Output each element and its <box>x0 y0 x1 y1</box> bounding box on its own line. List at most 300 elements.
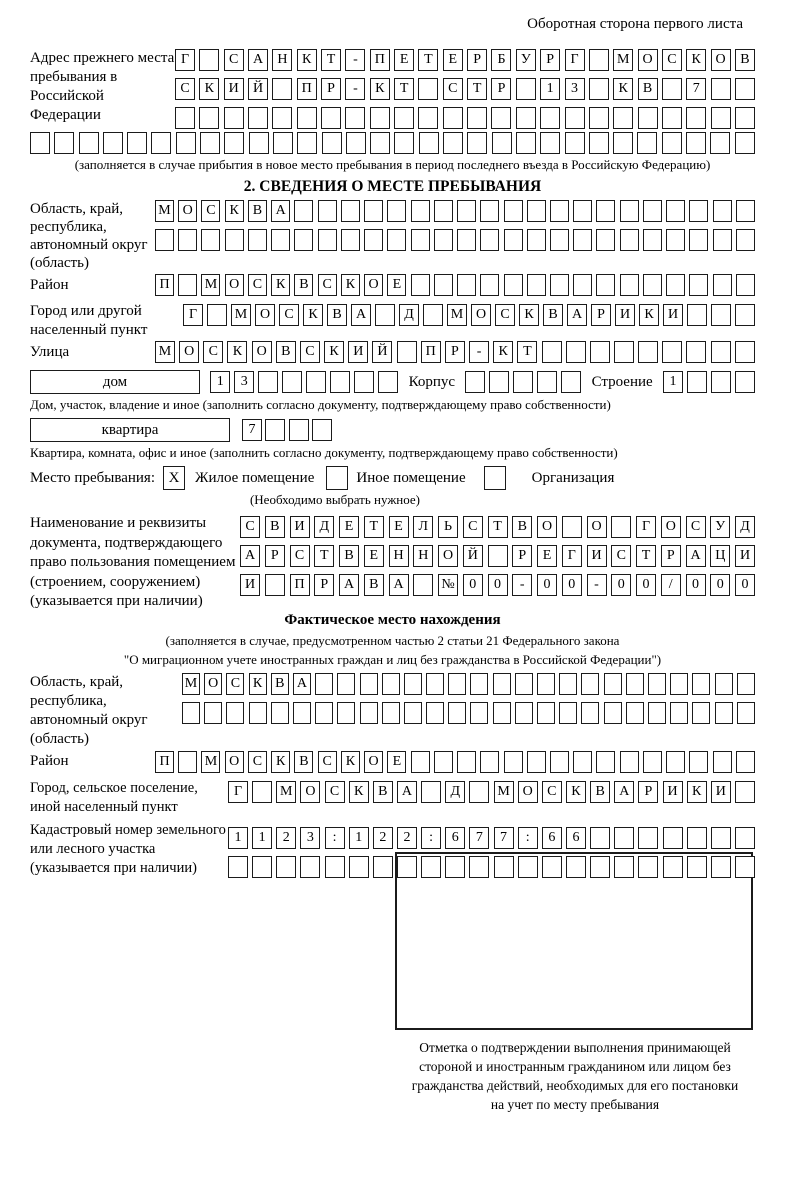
stay-type-checkbox-other-premises[interactable] <box>326 466 348 490</box>
char-cell[interactable] <box>711 827 731 849</box>
char-cell[interactable] <box>689 751 708 773</box>
char-cell[interactable]: Р <box>467 49 487 71</box>
char-cell[interactable] <box>527 229 546 251</box>
char-cell[interactable]: К <box>370 78 390 100</box>
char-cell[interactable]: М <box>276 781 296 803</box>
char-cell[interactable]: 6 <box>566 827 586 849</box>
char-cell[interactable] <box>589 78 609 100</box>
char-cell[interactable] <box>561 371 581 393</box>
char-cell[interactable] <box>643 274 662 296</box>
char-cell[interactable] <box>434 751 453 773</box>
char-cell[interactable] <box>537 673 555 695</box>
char-cell[interactable] <box>711 371 731 393</box>
char-cell[interactable]: А <box>271 200 290 222</box>
char-cell[interactable] <box>638 107 658 129</box>
char-cell[interactable] <box>448 673 466 695</box>
char-cell[interactable] <box>297 107 317 129</box>
char-cell[interactable] <box>289 419 309 441</box>
char-cell[interactable]: К <box>566 781 586 803</box>
char-cell[interactable]: С <box>248 274 267 296</box>
char-cell[interactable]: Д <box>445 781 465 803</box>
char-cell[interactable] <box>312 419 332 441</box>
char-cell[interactable]: О <box>204 673 222 695</box>
char-cell[interactable] <box>613 107 633 129</box>
char-cell[interactable] <box>252 856 272 878</box>
char-cell[interactable]: 0 <box>611 574 631 596</box>
char-cell[interactable] <box>687 827 707 849</box>
char-cell[interactable] <box>735 856 755 878</box>
char-cell[interactable] <box>637 132 657 154</box>
char-cell[interactable]: С <box>279 304 299 326</box>
char-cell[interactable]: О <box>438 545 458 567</box>
char-cell[interactable]: 3 <box>565 78 585 100</box>
char-cell[interactable]: О <box>225 274 244 296</box>
char-cell[interactable] <box>715 673 733 695</box>
char-cell[interactable] <box>504 200 523 222</box>
char-cell[interactable]: М <box>613 49 633 71</box>
char-cell[interactable] <box>426 673 444 695</box>
char-cell[interactable] <box>604 673 622 695</box>
char-cell[interactable] <box>411 200 430 222</box>
char-cell[interactable]: В <box>638 78 658 100</box>
char-cell[interactable] <box>378 371 398 393</box>
char-cell[interactable]: С <box>300 341 320 363</box>
char-cell[interactable]: Р <box>591 304 611 326</box>
char-cell[interactable] <box>375 304 395 326</box>
char-cell[interactable] <box>151 132 171 154</box>
char-cell[interactable] <box>30 132 50 154</box>
char-cell[interactable] <box>565 132 585 154</box>
char-cell[interactable]: С <box>203 341 223 363</box>
char-cell[interactable] <box>493 702 511 724</box>
char-cell[interactable] <box>566 856 586 878</box>
char-cell[interactable] <box>360 702 378 724</box>
char-cell[interactable]: М <box>201 274 220 296</box>
char-cell[interactable]: Е <box>339 516 359 538</box>
char-cell[interactable] <box>737 673 755 695</box>
char-cell[interactable]: С <box>201 200 220 222</box>
char-cell[interactable]: И <box>240 574 260 596</box>
char-cell[interactable] <box>54 132 74 154</box>
char-cell[interactable] <box>127 132 147 154</box>
char-cell[interactable] <box>419 132 439 154</box>
char-cell[interactable]: 7 <box>686 78 706 100</box>
char-cell[interactable] <box>480 229 499 251</box>
char-cell[interactable] <box>457 274 476 296</box>
char-cell[interactable] <box>354 371 374 393</box>
char-cell[interactable]: К <box>341 274 360 296</box>
char-cell[interactable]: И <box>615 304 635 326</box>
char-cell[interactable]: С <box>443 78 463 100</box>
char-cell[interactable]: А <box>567 304 587 326</box>
char-cell[interactable] <box>670 702 688 724</box>
char-cell[interactable]: С <box>611 545 631 567</box>
char-cell[interactable] <box>504 229 523 251</box>
char-cell[interactable] <box>276 856 296 878</box>
char-cell[interactable] <box>315 673 333 695</box>
char-cell[interactable] <box>596 274 615 296</box>
char-cell[interactable] <box>404 702 422 724</box>
char-cell[interactable] <box>666 274 685 296</box>
char-cell[interactable] <box>182 702 200 724</box>
char-cell[interactable]: Р <box>321 78 341 100</box>
char-cell[interactable] <box>735 341 755 363</box>
char-cell[interactable]: О <box>364 274 383 296</box>
char-cell[interactable] <box>596 200 615 222</box>
char-cell[interactable]: О <box>661 516 681 538</box>
char-cell[interactable] <box>516 78 536 100</box>
char-cell[interactable]: В <box>276 341 296 363</box>
char-cell[interactable]: Т <box>517 341 537 363</box>
char-cell[interactable]: П <box>155 751 174 773</box>
char-cell[interactable]: Р <box>661 545 681 567</box>
char-cell[interactable] <box>626 673 644 695</box>
char-cell[interactable]: 3 <box>300 827 320 849</box>
char-cell[interactable]: Й <box>248 78 268 100</box>
char-cell[interactable] <box>527 751 546 773</box>
char-cell[interactable]: Т <box>488 516 508 538</box>
char-cell[interactable] <box>666 751 685 773</box>
char-cell[interactable] <box>178 229 197 251</box>
char-cell[interactable] <box>457 229 476 251</box>
char-cell[interactable]: М <box>494 781 514 803</box>
char-cell[interactable]: И <box>587 545 607 567</box>
char-cell[interactable] <box>711 107 731 129</box>
char-cell[interactable]: : <box>325 827 345 849</box>
char-cell[interactable]: В <box>373 781 393 803</box>
char-cell[interactable]: - <box>345 49 365 71</box>
char-cell[interactable]: С <box>686 516 706 538</box>
char-cell[interactable] <box>711 78 731 100</box>
char-cell[interactable] <box>306 371 326 393</box>
char-cell[interactable]: О <box>711 49 731 71</box>
char-cell[interactable] <box>596 229 615 251</box>
char-cell[interactable] <box>573 200 592 222</box>
char-cell[interactable]: О <box>638 49 658 71</box>
char-cell[interactable]: 1 <box>540 78 560 100</box>
char-cell[interactable]: С <box>290 545 310 567</box>
char-cell[interactable] <box>581 702 599 724</box>
char-cell[interactable]: Г <box>228 781 248 803</box>
char-cell[interactable] <box>692 702 710 724</box>
char-cell[interactable] <box>443 132 463 154</box>
char-cell[interactable] <box>565 107 585 129</box>
char-cell[interactable] <box>300 856 320 878</box>
char-cell[interactable]: И <box>290 516 310 538</box>
char-cell[interactable]: Р <box>512 545 532 567</box>
char-cell[interactable]: 2 <box>276 827 296 849</box>
char-cell[interactable] <box>434 274 453 296</box>
char-cell[interactable]: 6 <box>445 827 465 849</box>
char-cell[interactable] <box>207 304 227 326</box>
char-cell[interactable] <box>666 229 685 251</box>
char-cell[interactable]: Е <box>389 516 409 538</box>
char-cell[interactable] <box>736 274 755 296</box>
char-cell[interactable]: М <box>231 304 251 326</box>
char-cell[interactable] <box>394 132 414 154</box>
char-cell[interactable] <box>735 107 755 129</box>
char-cell[interactable] <box>540 132 560 154</box>
char-cell[interactable]: С <box>175 78 195 100</box>
char-cell[interactable] <box>686 107 706 129</box>
char-cell[interactable]: О <box>255 304 275 326</box>
char-cell[interactable]: И <box>224 78 244 100</box>
char-cell[interactable]: Д <box>314 516 334 538</box>
char-cell[interactable]: Д <box>399 304 419 326</box>
char-cell[interactable]: О <box>225 751 244 773</box>
char-cell[interactable]: К <box>341 751 360 773</box>
char-cell[interactable] <box>492 132 512 154</box>
char-cell[interactable] <box>663 827 683 849</box>
char-cell[interactable]: О <box>471 304 491 326</box>
char-cell[interactable]: А <box>240 545 260 567</box>
char-cell[interactable] <box>515 702 533 724</box>
char-cell[interactable] <box>666 200 685 222</box>
char-cell[interactable] <box>282 371 302 393</box>
char-cell[interactable]: А <box>248 49 268 71</box>
char-cell[interactable] <box>692 673 710 695</box>
char-cell[interactable] <box>638 827 658 849</box>
char-cell[interactable] <box>201 229 220 251</box>
char-cell[interactable] <box>199 107 219 129</box>
char-cell[interactable]: О <box>364 751 383 773</box>
char-cell[interactable] <box>345 107 365 129</box>
char-cell[interactable] <box>516 132 536 154</box>
char-cell[interactable] <box>663 856 683 878</box>
char-cell[interactable] <box>687 371 707 393</box>
char-cell[interactable]: У <box>516 49 536 71</box>
char-cell[interactable]: М <box>447 304 467 326</box>
char-cell[interactable]: К <box>613 78 633 100</box>
char-cell[interactable] <box>527 200 546 222</box>
char-cell[interactable]: П <box>421 341 441 363</box>
char-cell[interactable] <box>662 132 682 154</box>
char-cell[interactable] <box>423 304 443 326</box>
char-cell[interactable] <box>294 200 313 222</box>
char-cell[interactable] <box>321 107 341 129</box>
char-cell[interactable] <box>643 200 662 222</box>
char-cell[interactable]: П <box>370 49 390 71</box>
char-cell[interactable]: К <box>271 751 290 773</box>
char-cell[interactable] <box>330 371 350 393</box>
char-cell[interactable]: Е <box>387 274 406 296</box>
char-cell[interactable] <box>293 702 311 724</box>
char-cell[interactable] <box>573 751 592 773</box>
char-cell[interactable] <box>318 229 337 251</box>
char-cell[interactable]: Т <box>636 545 656 567</box>
char-cell[interactable]: Н <box>413 545 433 567</box>
char-cell[interactable]: А <box>614 781 634 803</box>
char-cell[interactable] <box>550 751 569 773</box>
char-cell[interactable]: 0 <box>636 574 656 596</box>
char-cell[interactable] <box>271 229 290 251</box>
char-cell[interactable]: П <box>155 274 174 296</box>
char-cell[interactable]: И <box>735 545 755 567</box>
char-cell[interactable]: Д <box>735 516 755 538</box>
char-cell[interactable] <box>614 856 634 878</box>
char-cell[interactable] <box>364 229 383 251</box>
char-cell[interactable] <box>480 200 499 222</box>
char-cell[interactable]: И <box>348 341 368 363</box>
char-cell[interactable]: К <box>639 304 659 326</box>
char-cell[interactable] <box>611 516 631 538</box>
char-cell[interactable] <box>457 751 476 773</box>
char-cell[interactable]: М <box>155 200 174 222</box>
char-cell[interactable]: С <box>318 274 337 296</box>
char-cell[interactable] <box>589 49 609 71</box>
char-cell[interactable]: М <box>182 673 200 695</box>
char-cell[interactable] <box>394 107 414 129</box>
char-cell[interactable] <box>566 341 586 363</box>
char-cell[interactable] <box>480 751 499 773</box>
char-cell[interactable] <box>562 516 582 538</box>
char-cell[interactable]: С <box>662 49 682 71</box>
char-cell[interactable]: 1 <box>210 371 230 393</box>
char-cell[interactable]: В <box>339 545 359 567</box>
char-cell[interactable]: - <box>587 574 607 596</box>
char-cell[interactable] <box>79 132 99 154</box>
char-cell[interactable] <box>325 856 345 878</box>
char-cell[interactable] <box>662 78 682 100</box>
char-cell[interactable] <box>513 371 533 393</box>
char-cell[interactable] <box>249 132 269 154</box>
char-cell[interactable] <box>397 341 417 363</box>
char-cell[interactable]: - <box>345 78 365 100</box>
char-cell[interactable]: 1 <box>663 371 683 393</box>
char-cell[interactable] <box>297 132 317 154</box>
char-cell[interactable]: В <box>327 304 347 326</box>
char-cell[interactable] <box>573 229 592 251</box>
char-cell[interactable]: П <box>290 574 310 596</box>
char-cell[interactable]: Л <box>413 516 433 538</box>
char-cell[interactable]: Г <box>636 516 656 538</box>
char-cell[interactable]: В <box>543 304 563 326</box>
char-cell[interactable] <box>614 827 634 849</box>
char-cell[interactable] <box>200 132 220 154</box>
char-cell[interactable] <box>421 781 441 803</box>
char-cell[interactable] <box>470 673 488 695</box>
char-cell[interactable]: Т <box>314 545 334 567</box>
char-cell[interactable]: М <box>155 341 175 363</box>
char-cell[interactable] <box>467 132 487 154</box>
char-cell[interactable] <box>382 673 400 695</box>
char-cell[interactable] <box>199 49 219 71</box>
char-cell[interactable] <box>689 229 708 251</box>
char-cell[interactable]: Й <box>463 545 483 567</box>
char-cell[interactable]: И <box>711 781 731 803</box>
char-cell[interactable] <box>397 856 417 878</box>
char-cell[interactable] <box>686 132 706 154</box>
char-cell[interactable] <box>736 229 755 251</box>
char-cell[interactable]: 1 <box>252 827 272 849</box>
char-cell[interactable] <box>626 702 644 724</box>
char-cell[interactable] <box>382 702 400 724</box>
char-cell[interactable]: В <box>364 574 384 596</box>
char-cell[interactable] <box>248 229 267 251</box>
char-cell[interactable]: 6 <box>542 827 562 849</box>
char-cell[interactable]: Е <box>394 49 414 71</box>
char-cell[interactable]: В <box>294 751 313 773</box>
char-cell[interactable]: А <box>397 781 417 803</box>
char-cell[interactable] <box>515 673 533 695</box>
char-cell[interactable]: 3 <box>234 371 254 393</box>
char-cell[interactable]: Г <box>562 545 582 567</box>
char-cell[interactable] <box>735 827 755 849</box>
char-cell[interactable] <box>228 856 248 878</box>
char-cell[interactable] <box>204 702 222 724</box>
char-cell[interactable]: К <box>227 341 247 363</box>
char-cell[interactable] <box>337 673 355 695</box>
char-cell[interactable] <box>445 856 465 878</box>
char-cell[interactable] <box>418 78 438 100</box>
char-cell[interactable] <box>294 229 313 251</box>
char-cell[interactable] <box>590 341 610 363</box>
char-cell[interactable]: Т <box>394 78 414 100</box>
char-cell[interactable]: О <box>179 341 199 363</box>
char-cell[interactable] <box>504 274 523 296</box>
char-cell[interactable] <box>662 341 682 363</box>
char-cell[interactable] <box>713 200 732 222</box>
char-cell[interactable] <box>248 107 268 129</box>
char-cell[interactable]: 1 <box>349 827 369 849</box>
char-cell[interactable]: С <box>542 781 562 803</box>
char-cell[interactable] <box>488 545 508 567</box>
char-cell[interactable] <box>480 274 499 296</box>
char-cell[interactable] <box>542 341 562 363</box>
char-cell[interactable]: 0 <box>710 574 730 596</box>
char-cell[interactable] <box>735 781 755 803</box>
char-cell[interactable] <box>341 229 360 251</box>
char-cell[interactable] <box>711 304 731 326</box>
char-cell[interactable] <box>550 229 569 251</box>
char-cell[interactable]: : <box>518 827 538 849</box>
char-cell[interactable]: Г <box>183 304 203 326</box>
char-cell[interactable] <box>689 274 708 296</box>
char-cell[interactable]: 0 <box>562 574 582 596</box>
char-cell[interactable] <box>537 371 557 393</box>
char-cell[interactable] <box>469 781 489 803</box>
char-cell[interactable] <box>643 751 662 773</box>
char-cell[interactable]: А <box>686 545 706 567</box>
char-cell[interactable] <box>448 702 466 724</box>
char-cell[interactable]: 7 <box>242 419 262 441</box>
char-cell[interactable]: Г <box>175 49 195 71</box>
char-cell[interactable] <box>418 107 438 129</box>
char-cell[interactable]: К <box>199 78 219 100</box>
char-cell[interactable]: В <box>735 49 755 71</box>
char-cell[interactable]: С <box>495 304 515 326</box>
char-cell[interactable]: О <box>537 516 557 538</box>
char-cell[interactable]: Т <box>418 49 438 71</box>
char-cell[interactable] <box>370 107 390 129</box>
char-cell[interactable] <box>273 132 293 154</box>
char-cell[interactable] <box>373 856 393 878</box>
char-cell[interactable] <box>272 107 292 129</box>
char-cell[interactable]: К <box>297 49 317 71</box>
char-cell[interactable] <box>518 856 538 878</box>
char-cell[interactable] <box>341 200 360 222</box>
char-cell[interactable] <box>224 107 244 129</box>
char-cell[interactable] <box>225 229 244 251</box>
char-cell[interactable]: С <box>240 516 260 538</box>
char-cell[interactable]: И <box>663 304 683 326</box>
char-cell[interactable] <box>581 673 599 695</box>
char-cell[interactable] <box>648 673 666 695</box>
char-cell[interactable] <box>736 751 755 773</box>
char-cell[interactable]: 7 <box>469 827 489 849</box>
char-cell[interactable] <box>711 856 731 878</box>
char-cell[interactable]: М <box>201 751 220 773</box>
